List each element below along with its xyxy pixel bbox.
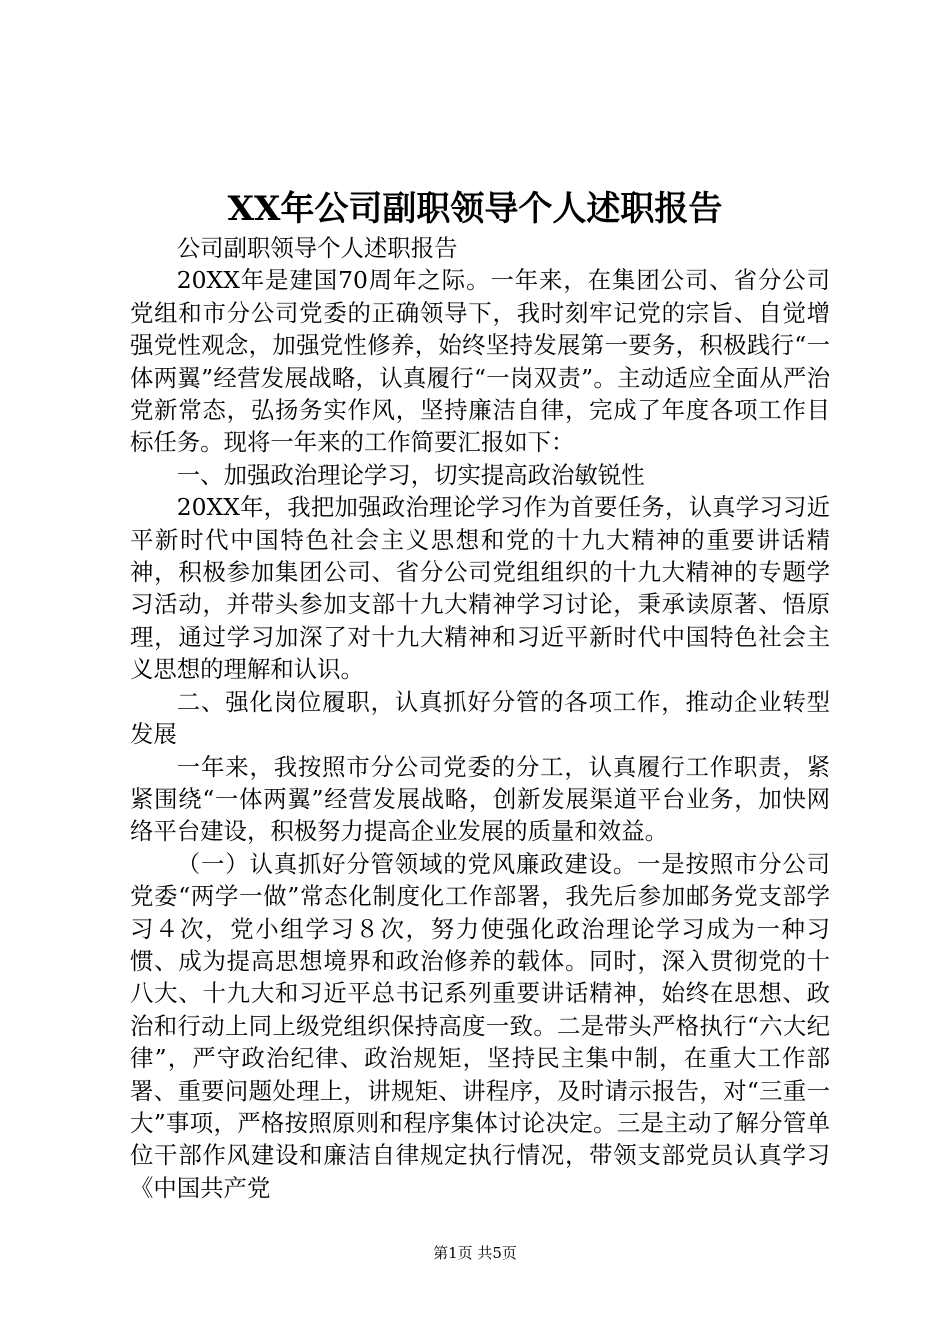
paragraph-intro: 20XX年是建国70周年之际。一年来，在集团公司、省分公司党组和市分公司党委的正确领导下，我时刻牢记党的宗旨、自觉增强党性观念，加强党性修养，始终坚持发展第一要务，积极践行“一体两翼”经营发展战略，认真履行“一岗双责”。主动适应全面从严治党新常态，弘扬务实作风，坚持廉洁自律，完成了年度各项工作目标任务。现将一年来的工作简要汇报如下： xyxy=(130,266,830,457)
section-heading-1: 一、加强政治理论学习，切实提高政治敏锐性 xyxy=(176,460,645,489)
page-footer: 第1页 共5页 xyxy=(433,1244,517,1262)
paragraph-subsection-1: （一）认真抓好分管领域的党风廉政建设。一是按照市分公司党委“两学一做”常态化制度化工作部署，我先后参加邮务党支部学习４次，党小组学习８次，努力使强化政治理论学习成为一种习惯、成为提高思想境界和政治修养的载体。同时，深入贯彻党的十八大、十九大和习近平总书记系列重要讲话精神，始终在思想、政治和行动上同上级党组织保持高度一致。二是带头严格执行“六大纪律”，严守政治纪律、政治规矩，坚持民主集中制，在重大工作部署、重要问题处理上，讲规矩、讲程序，及时请示报告，对“三重一大”事项，严格按照原则和程序集体讨论决定。三是主动了解分管单位干部作风建设和廉洁自律规定执行情况，带领支部党员认真学习《中国共产党 xyxy=(130,849,830,1202)
paragraph-section-2: 一年来，我按照市分公司党委的分工，认真履行工作职责，紧紧围绕“一体两翼”经营发展战略，创新发展渠道平台业务，加快网络平台建设，积极努力提高企业发展的质量和效益。 xyxy=(130,752,830,846)
paragraph-subtitle: 公司副职领导个人述职报告 xyxy=(176,234,458,262)
document-title: XX年公司副职领导个人述职报告 xyxy=(227,189,723,229)
paragraph-section-1: 20XX年，我把加强政治理论学习作为首要任务，认真学习习近平新时代中国特色社会主义思想和党的十九大精神的重要讲话精神，积极参加集团公司、省分公司党组组织的十九大精神的专题学习活动，并带头参加支部十九大精神学习讨论，秉承读原著、悟原理，通过学习加深了对十九大精神和习近平新时代中国特色社会主义思想的理解和认识。 xyxy=(130,493,830,684)
section-heading-2: 二、强化岗位履职，认真抓好分管的各项工作，推动企业转型发展 xyxy=(130,687,830,749)
document-body xyxy=(130,232,830,1204)
